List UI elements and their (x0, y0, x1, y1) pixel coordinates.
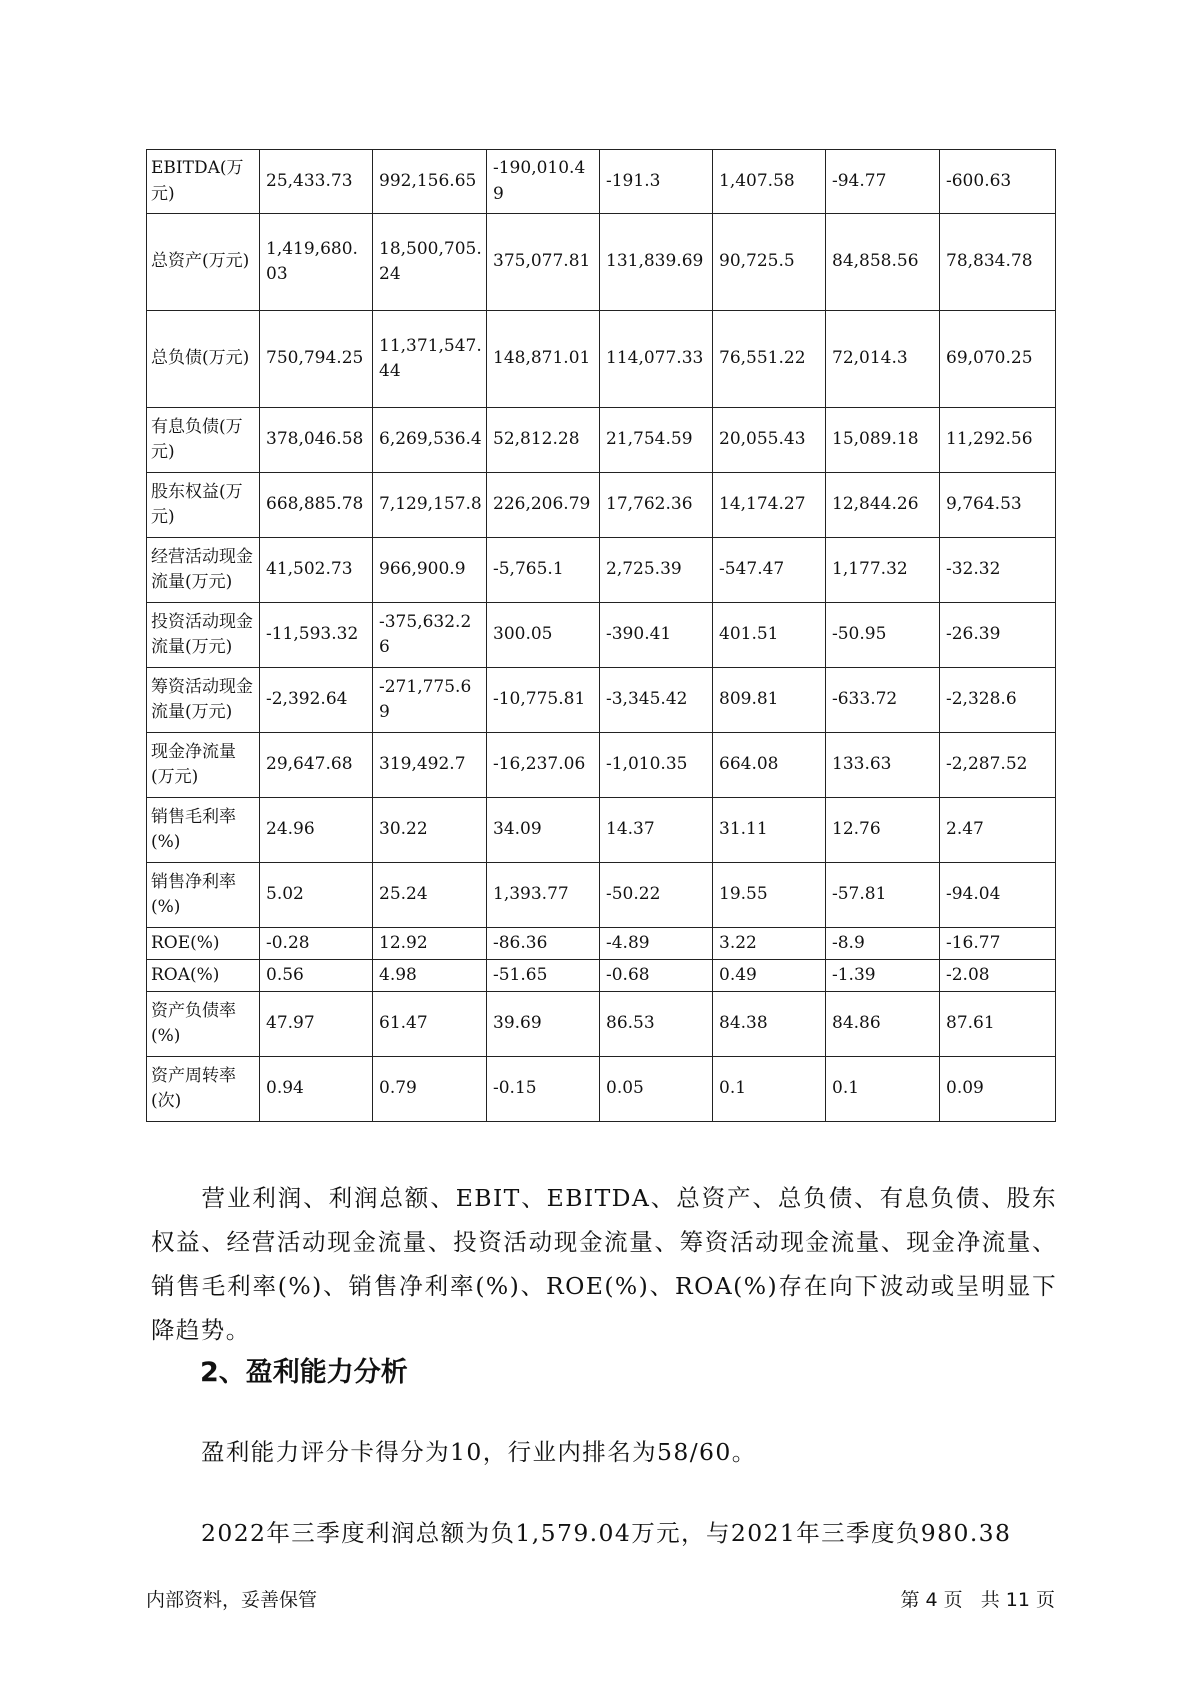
table-cell: 84.86 (826, 992, 940, 1057)
table-cell: 30.22 (373, 798, 487, 863)
table-cell: 131,839.69 (600, 214, 713, 311)
table-cell: 17,762.36 (600, 473, 713, 538)
table-cell: -32.32 (940, 538, 1056, 603)
table-row (147, 603, 1056, 668)
table-cell: 148,871.01 (487, 311, 600, 408)
table-cell: 9,764.53 (940, 473, 1056, 538)
footer-confidential-note: 内部资料，妥善保管 (146, 1589, 318, 1611)
table-cell: 0.1 (713, 1057, 826, 1122)
table-cell: 14.37 (600, 798, 713, 863)
table-cell: -26.39 (940, 603, 1056, 668)
table-cell: -16.77 (940, 928, 1056, 960)
table-cell: 0.09 (940, 1057, 1056, 1122)
table-row (147, 473, 1056, 538)
table-cell: 0.79 (373, 1057, 487, 1122)
table-cell: 84.38 (713, 992, 826, 1057)
table-cell: 20,055.43 (713, 408, 826, 473)
table-cell: 2.47 (940, 798, 1056, 863)
table-cell: -0.68 (600, 960, 713, 992)
table-cell: -51.65 (487, 960, 600, 992)
table-cell: 86.53 (600, 992, 713, 1057)
table-cell: 29,647.68 (260, 733, 373, 798)
table-row (147, 1057, 1056, 1122)
table-cell: 21,754.59 (600, 408, 713, 473)
table-cell: -5,765.1 (487, 538, 600, 603)
table-row (147, 992, 1056, 1057)
table-row (147, 960, 1056, 992)
table-cell: 34.09 (487, 798, 600, 863)
table-cell: 0.94 (260, 1057, 373, 1122)
table-cell: 0.56 (260, 960, 373, 992)
row-label: 有息负债(万元) (147, 408, 260, 473)
table-cell: 809.81 (713, 668, 826, 733)
table-cell: -1,010.35 (600, 733, 713, 798)
table-cell: 76,551.22 (713, 311, 826, 408)
table-cell: 668,885.78 (260, 473, 373, 538)
table-row (147, 668, 1056, 733)
table-cell: 12.76 (826, 798, 940, 863)
table-cell: 52,812.28 (487, 408, 600, 473)
table-cell: 39.69 (487, 992, 600, 1057)
table-row (147, 214, 1056, 311)
table-cell: 1,419,680.03 (260, 214, 373, 311)
row-label: 总负债(万元) (147, 311, 260, 408)
table-row (147, 798, 1056, 863)
table-cell: -2.08 (940, 960, 1056, 992)
row-label: 资产负债率(%) (147, 992, 260, 1057)
table-cell: 19.55 (713, 863, 826, 928)
table-cell: 4.98 (373, 960, 487, 992)
table-cell: -191.3 (600, 150, 713, 214)
table-cell: -2,328.6 (940, 668, 1056, 733)
table-cell: 992,156.65 (373, 150, 487, 214)
table-cell: 25,433.73 (260, 150, 373, 214)
table-row (147, 311, 1056, 408)
table-cell: 41,502.73 (260, 538, 373, 603)
table-cell: -0.15 (487, 1057, 600, 1122)
table-cell: 11,371,547.44 (373, 311, 487, 408)
table-cell: -375,632.26 (373, 603, 487, 668)
table-cell: 375,077.81 (487, 214, 600, 311)
row-label: ROE(%) (147, 928, 260, 960)
table-body (147, 150, 1056, 1122)
table-cell: 12.92 (373, 928, 487, 960)
table-cell: 78,834.78 (940, 214, 1056, 311)
table-cell: 47.97 (260, 992, 373, 1057)
table-cell: 14,174.27 (713, 473, 826, 538)
table-cell: -547.47 (713, 538, 826, 603)
row-label: ROA(%) (147, 960, 260, 992)
table-cell: -190,010.49 (487, 150, 600, 214)
row-label: 投资活动现金流量(万元) (147, 603, 260, 668)
row-label: 筹资活动现金流量(万元) (147, 668, 260, 733)
table-cell: -94.04 (940, 863, 1056, 928)
profit-paragraph: 2022年三季度利润总额为负1,579.04万元，与2021年三季度负980.38 (201, 1519, 1012, 1547)
table-cell: -271,775.69 (373, 668, 487, 733)
table-cell: -390.41 (600, 603, 713, 668)
table-cell: -57.81 (826, 863, 940, 928)
table-cell: 87.61 (940, 992, 1056, 1057)
table-cell: -94.77 (826, 150, 940, 214)
score-paragraph: 盈利能力评分卡得分为10，行业内排名为58/60。 (201, 1438, 757, 1466)
table-cell: 6,269,536.4 (373, 408, 487, 473)
summary-paragraph: 营业利润、利润总额、EBIT、EBITDA、总资产、总负债、有息负债、股东权益、经营活动现金流量、投资活动现金流量、筹资活动现金流量、现金净流量、销售毛利率(%)、销售净利率(%)、ROE(%)、ROA(%)存在向下波动或呈明显下降趋势。 (151, 1184, 1057, 1344)
table-cell: 0.1 (826, 1057, 940, 1122)
table-cell: -3,345.42 (600, 668, 713, 733)
table-cell: 72,014.3 (826, 311, 940, 408)
table-cell: -2,392.64 (260, 668, 373, 733)
table-cell: 2,725.39 (600, 538, 713, 603)
table-cell: -50.22 (600, 863, 713, 928)
table-cell: 90,725.5 (713, 214, 826, 311)
table-cell: -11,593.32 (260, 603, 373, 668)
table-cell: -2,287.52 (940, 733, 1056, 798)
table-cell: 12,844.26 (826, 473, 940, 538)
table-cell: 300.05 (487, 603, 600, 668)
table-cell: 7,129,157.8 (373, 473, 487, 538)
table-cell: -600.63 (940, 150, 1056, 214)
table-cell: 664.08 (713, 733, 826, 798)
table-cell: 18,500,705.24 (373, 214, 487, 311)
table-cell: 378,046.58 (260, 408, 373, 473)
table-cell: 1,407.58 (713, 150, 826, 214)
table-cell: -633.72 (826, 668, 940, 733)
table-cell: -4.89 (600, 928, 713, 960)
table-cell: 5.02 (260, 863, 373, 928)
table-cell: 31.11 (713, 798, 826, 863)
table-cell: -16,237.06 (487, 733, 600, 798)
table-cell: 0.49 (713, 960, 826, 992)
table-row (147, 928, 1056, 960)
table-cell: 966,900.9 (373, 538, 487, 603)
table-row (147, 863, 1056, 928)
section-heading: 2、盈利能力分析 (200, 1357, 408, 1388)
table-cell: 0.05 (600, 1057, 713, 1122)
table-cell: 24.96 (260, 798, 373, 863)
table-cell: -8.9 (826, 928, 940, 960)
row-label: 资产周转率(次) (147, 1057, 260, 1122)
table-row (147, 408, 1056, 473)
table-cell: 25.24 (373, 863, 487, 928)
table-row (147, 538, 1056, 603)
table-cell: 69,070.25 (940, 311, 1056, 408)
row-label: 股东权益(万元) (147, 473, 260, 538)
table-row (147, 733, 1056, 798)
table-cell: 3.22 (713, 928, 826, 960)
row-label: 经营活动现金流量(万元) (147, 538, 260, 603)
table-cell: -50.95 (826, 603, 940, 668)
table-cell: 1,393.77 (487, 863, 600, 928)
row-label: 总资产(万元) (147, 214, 260, 311)
table-row (147, 150, 1056, 214)
row-label: 销售净利率(%) (147, 863, 260, 928)
table-cell: 11,292.56 (940, 408, 1056, 473)
table-cell: -1.39 (826, 960, 940, 992)
table-cell: 750,794.25 (260, 311, 373, 408)
table-cell: 319,492.7 (373, 733, 487, 798)
row-label: EBITDA(万元) (147, 150, 260, 214)
table-cell: 61.47 (373, 992, 487, 1057)
table-cell: -86.36 (487, 928, 600, 960)
table-cell: 133.63 (826, 733, 940, 798)
row-label: 销售毛利率(%) (147, 798, 260, 863)
table-cell: -0.28 (260, 928, 373, 960)
table-cell: 114,077.33 (600, 311, 713, 408)
table-cell: 84,858.56 (826, 214, 940, 311)
financial-indicators-table (146, 149, 1056, 1122)
table-cell: 1,177.32 (826, 538, 940, 603)
table-cell: 15,089.18 (826, 408, 940, 473)
footer-page-number: 第 4 页 共 11 页 (900, 1589, 1055, 1611)
table-cell: 401.51 (713, 603, 826, 668)
table-cell: -10,775.81 (487, 668, 600, 733)
row-label: 现金净流量(万元) (147, 733, 260, 798)
table-cell: 226,206.79 (487, 473, 600, 538)
